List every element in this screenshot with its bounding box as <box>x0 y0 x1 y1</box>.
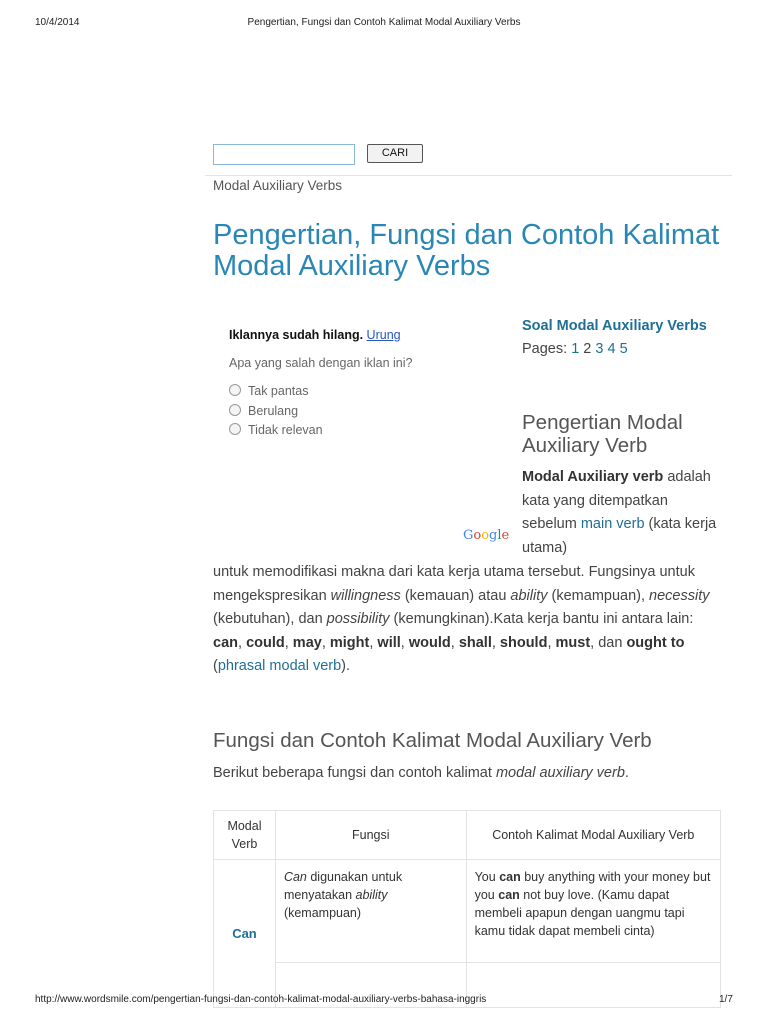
term-modal-auxiliary-verb: Modal Auxiliary verb <box>522 469 664 485</box>
table-row <box>214 860 721 963</box>
page-current-2: 2 <box>583 341 592 357</box>
column-header-fungsi: Fungsi <box>275 811 466 860</box>
example-cell <box>466 860 720 963</box>
bold-can: can <box>498 888 520 902</box>
text: ( <box>213 658 218 674</box>
text: . <box>624 765 629 781</box>
radio-icon[interactable] <box>229 404 241 416</box>
definition-paragraph-top <box>522 466 722 560</box>
print-page-title: Pengertian, Fungsi dan Contoh Kalimat Modal Auxiliary Verbs <box>247 17 521 28</box>
text: , dan <box>590 634 627 651</box>
google-logo-letter: g <box>489 528 498 543</box>
modal-could: could <box>246 634 285 651</box>
term-possibility: possibility <box>326 611 390 627</box>
text: buy anything with your money but you <box>474 870 711 902</box>
page-link-5[interactable]: 5 <box>619 341 628 357</box>
ad-option-inappropriate[interactable] <box>229 384 308 398</box>
ad-undo-link[interactable]: Urung <box>366 328 401 342</box>
ad-removed-text: Iklannya sudah hilang. <box>229 328 364 342</box>
modal-will: will <box>377 634 401 651</box>
pagination <box>522 338 722 360</box>
modal-must: must <box>555 634 591 651</box>
example-cell-empty <box>466 963 720 1008</box>
modal-should: should <box>499 634 548 651</box>
text: (kebutuhan), dan <box>213 611 327 627</box>
page-link-1[interactable]: 1 <box>571 341 580 357</box>
modal-may: may <box>292 634 322 651</box>
text: adalah kata yang ditempatkan sebelum <box>522 469 711 532</box>
section-intro <box>213 762 733 786</box>
search-button[interactable]: CARI <box>367 144 423 163</box>
text: (kemauan) atau <box>400 587 511 604</box>
page-link-4[interactable]: 4 <box>607 341 616 357</box>
ad-option-irrelevant[interactable] <box>229 423 323 437</box>
text: (kemungkinan).Kata kerja bantu ini antara lain: <box>389 611 694 627</box>
google-logo-letter: e <box>501 528 510 543</box>
term-ability: ability <box>355 888 388 902</box>
ad-option-repetitive[interactable] <box>229 404 298 418</box>
modal-can: can <box>213 634 238 651</box>
column-header-modal-verb: Modal Verb <box>214 811 276 860</box>
text: (kemampuan) <box>283 906 362 920</box>
modal-can-link[interactable]: Can <box>232 925 257 941</box>
section-heading-pengertian: Pengertian Modal Auxiliary Verb <box>522 411 683 457</box>
soal-link[interactable]: Soal Modal Auxiliary Verbs <box>522 318 707 334</box>
modal-shall: shall <box>458 634 492 651</box>
term-modal-auxiliary-verb: modal auxiliary verb <box>495 765 625 781</box>
term-can: Can <box>283 870 307 884</box>
print-page-number: 1/7 <box>719 994 733 1005</box>
ad-question: Apa yang salah dengan iklan ini? <box>229 356 413 370</box>
google-logo-letter: G <box>463 528 474 543</box>
text: (kata kerja utama) <box>522 516 717 556</box>
google-logo <box>463 528 509 543</box>
ad-feedback-panel <box>213 318 513 558</box>
search-input[interactable] <box>213 144 355 165</box>
table-header-row <box>214 811 721 860</box>
phrasal-modal-verb-link[interactable]: phrasal modal verb <box>217 658 342 674</box>
modal-ought-to: ought to <box>626 634 685 651</box>
ad-removed-notice <box>229 328 401 342</box>
text: (kemampuan), <box>547 587 650 604</box>
pages-label: Pages: <box>522 341 568 357</box>
term-necessity: necessity <box>649 587 710 604</box>
fungsi-cell <box>275 860 466 963</box>
page-link-3[interactable]: 3 <box>595 341 604 357</box>
page-title: Pengertian, Fungsi dan Contoh Kalimat Modal Auxiliary Verbs <box>213 219 720 282</box>
section-heading-fungsi: Fungsi dan Contoh Kalimat Modal Auxiliary Verb <box>213 729 652 752</box>
text: You <box>474 870 500 884</box>
google-logo-letter: o <box>481 528 490 543</box>
breadcrumb[interactable]: Modal Auxiliary Verbs <box>213 178 343 193</box>
radio-icon[interactable] <box>229 384 241 396</box>
modal-would: would <box>408 634 451 651</box>
text: Berikut beberapa fungsi dan contoh kalimat <box>213 765 496 781</box>
soal-widget <box>522 315 722 360</box>
ad-option-label: Tak pantas <box>248 384 309 398</box>
modal-verb-table <box>213 810 721 1008</box>
google-logo-letter: l <box>497 528 502 543</box>
ad-option-label: Berulang <box>248 404 299 418</box>
term-ability: ability <box>510 587 548 604</box>
radio-icon[interactable] <box>229 423 241 435</box>
google-logo-letter: o <box>473 528 482 543</box>
ad-option-label: Tidak relevan <box>248 423 323 437</box>
text: untuk memodifikasi makna dari kata kerja utama tersebut. Fungsinya untuk mengekspresikan <box>213 564 695 604</box>
text: not buy love. (Kamu dapat membeli apapun dengan uangmu tapi kamu tidak dapat membeli cinta) <box>474 888 685 938</box>
term-willingness: willingness <box>330 587 401 604</box>
bold-can: can <box>499 870 521 884</box>
print-date: 10/4/2014 <box>35 17 80 28</box>
divider <box>205 175 732 176</box>
modal-might: might <box>329 634 370 651</box>
column-header-contoh: Contoh Kalimat Modal Auxiliary Verb <box>466 811 720 860</box>
definition-paragraph: untuk memodifikasi makna dari kata kerja utama tersebut. Fungsinya untuk mengekspresikan willingness (kemauan) atau ability (kemampuan), necessity (kebutuhan), dan possibility (kemungkinan).Kata kerja bantu ini antara lain: can, could, may, might, will, would, shall, should, must, dan ought to (phrasal modal verb). <box>213 564 710 674</box>
print-url: http://www.wordsmile.com/pengertian-fungsi-dan-contoh-kalimat-modal-auxiliary-verbs-bahasa-inggris <box>35 994 487 1005</box>
modal-verb-cell <box>214 860 276 1008</box>
text: ). <box>341 658 351 674</box>
text: digunakan untuk menyatakan <box>283 870 403 902</box>
main-verb-link[interactable]: main verb <box>580 516 645 532</box>
